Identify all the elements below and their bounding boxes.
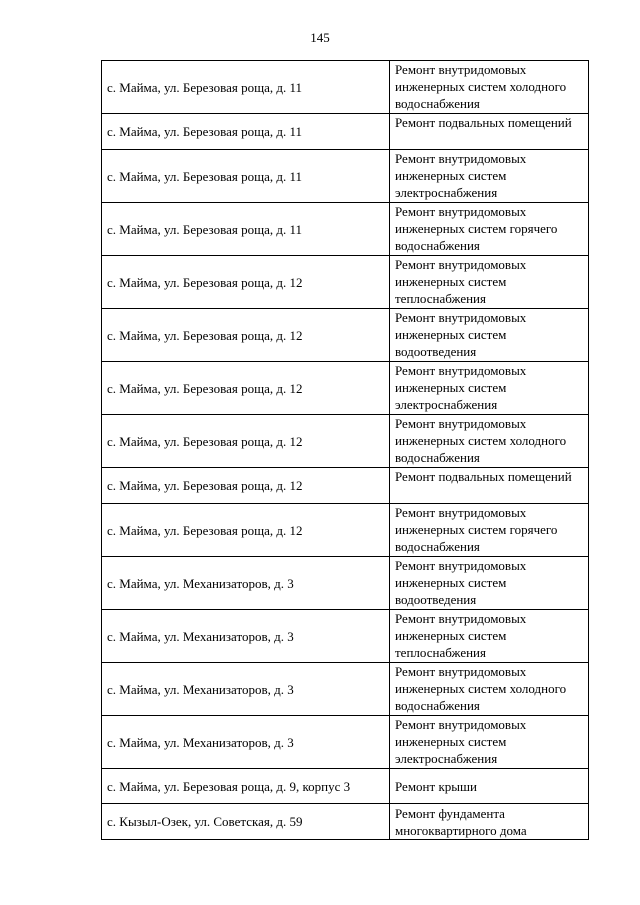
address-cell: с. Кызыл-Озек, ул. Советская, д. 59 — [102, 804, 390, 840]
work-cell: Ремонт крыши — [390, 769, 589, 804]
work-cell: Ремонт внутридомовых инженерных систем холодного водоснабжения — [390, 61, 589, 114]
page-number: 145 — [310, 30, 330, 45]
work-cell: Ремонт внутридомовых инженерных систем электроснабжения — [390, 716, 589, 769]
work-cell: Ремонт внутридомовых инженерных систем холодного водоснабжения — [390, 663, 589, 716]
table-row — [102, 114, 589, 150]
address-cell: с. Майма, ул. Механизаторов, д. 3 — [102, 557, 390, 610]
address-cell: с. Майма, ул. Березовая роща, д. 11 — [102, 203, 390, 256]
table-row — [102, 203, 589, 256]
address-cell: с. Майма, ул. Березовая роща, д. 12 — [102, 256, 390, 309]
work-cell: Ремонт внутридомовых инженерных систем электроснабжения — [390, 362, 589, 415]
table-row — [102, 557, 589, 610]
address-cell: с. Майма, ул. Березовая роща, д. 11 — [102, 61, 390, 114]
table-row — [102, 362, 589, 415]
work-cell: Ремонт фундамента многоквартирного дома — [390, 804, 589, 840]
work-cell: Ремонт подвальных помещений — [390, 468, 589, 504]
address-cell: с. Майма, ул. Березовая роща, д. 12 — [102, 468, 390, 504]
work-cell: Ремонт внутридомовых инженерных систем горячего водоснабжения — [390, 203, 589, 256]
table-row — [102, 504, 589, 557]
table-row — [102, 769, 589, 804]
work-cell: Ремонт внутридомовых инженерных систем теплоснабжения — [390, 256, 589, 309]
address-cell: с. Майма, ул. Березовая роща, д. 12 — [102, 504, 390, 557]
address-cell: с. Майма, ул. Березовая роща, д. 12 — [102, 362, 390, 415]
address-cell: с. Майма, ул. Механизаторов, д. 3 — [102, 663, 390, 716]
address-cell: с. Майма, ул. Механизаторов, д. 3 — [102, 716, 390, 769]
works-table — [101, 60, 589, 840]
table-row — [102, 468, 589, 504]
table-row — [102, 804, 589, 840]
work-cell: Ремонт внутридомовых инженерных систем холодного водоснабжения — [390, 415, 589, 468]
table-row — [102, 309, 589, 362]
address-cell: с. Майма, ул. Березовая роща, д. 12 — [102, 309, 390, 362]
table-row — [102, 61, 589, 114]
table-row — [102, 256, 589, 309]
address-cell: с. Майма, ул. Березовая роща, д. 11 — [102, 150, 390, 203]
table-row — [102, 716, 589, 769]
work-cell: Ремонт подвальных помещений — [390, 114, 589, 150]
work-cell: Ремонт внутридомовых инженерных систем теплоснабжения — [390, 610, 589, 663]
address-cell: с. Майма, ул. Березовая роща, д. 9, корпус 3 — [102, 769, 390, 804]
work-cell: Ремонт внутридомовых инженерных систем электроснабжения — [390, 150, 589, 203]
address-cell: с. Майма, ул. Механизаторов, д. 3 — [102, 610, 390, 663]
table-row — [102, 610, 589, 663]
table-row — [102, 663, 589, 716]
table-row — [102, 415, 589, 468]
address-cell: с. Майма, ул. Березовая роща, д. 11 — [102, 114, 390, 150]
table-row — [102, 150, 589, 203]
work-cell: Ремонт внутридомовых инженерных систем водоотведения — [390, 309, 589, 362]
work-cell: Ремонт внутридомовых инженерных систем горячего водоснабжения — [390, 504, 589, 557]
address-cell: с. Майма, ул. Березовая роща, д. 12 — [102, 415, 390, 468]
work-cell: Ремонт внутридомовых инженерных систем водоотведения — [390, 557, 589, 610]
